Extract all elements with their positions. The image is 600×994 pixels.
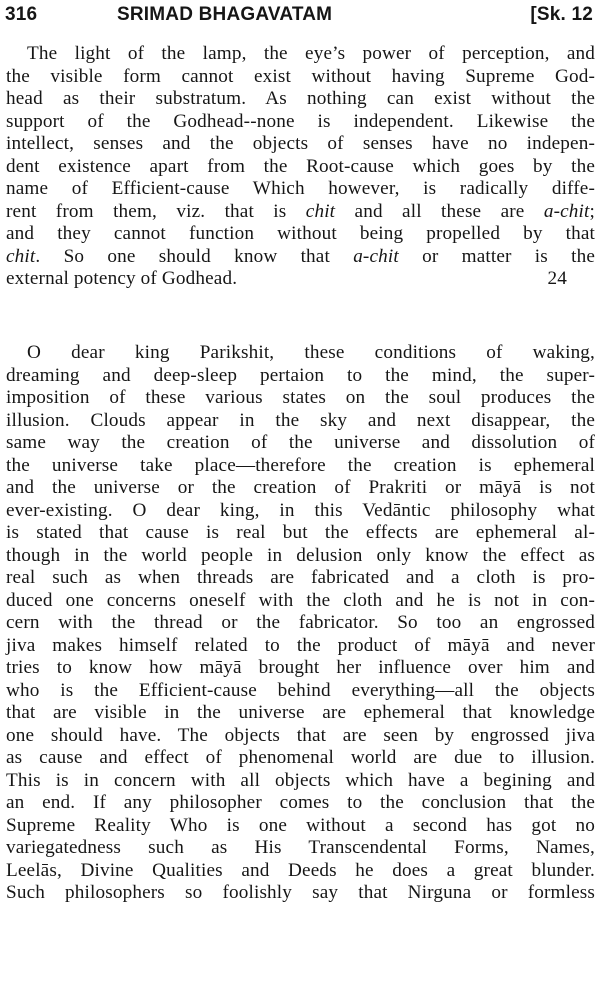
text-line: name of Efficient-cause Which however, is radically diffe- [6,178,595,199]
text-line: the universe take place—therefore the creation is ephemeral [6,454,595,476]
book-title: SRIMAD BHAGAVATAM [117,4,333,25]
text-line: Leelās, Divine Qualities and Deeds he does a great blunder. [6,859,595,881]
paragraph-commentary [6,342,595,905]
text-line: as cause and effect of phenomenal world are due to illusion. [6,747,595,768]
text-line: head as their substratum. As nothing can exist without the [6,88,595,109]
term-chit: chit [6,245,36,267]
term-chit: chit [305,200,336,222]
verse-number: 24 [547,268,567,289]
text-line: imposition of these various states on the soul produces the [6,387,595,408]
text-line: duced one concerns oneself with the cloth and he is not in con- [6,589,595,611]
text-line: the visible form cannot exist without having Supreme God- [6,65,595,87]
text-line: cern with the thread or the fabricator. So too an engrossed [6,612,595,633]
text-line: illusion. Clouds appear in the sky and next disappear, the [6,409,595,431]
text-line: Supreme Reality Who is one without a second has got no [6,814,595,836]
text-line: dent existence apart from the Root-cause which goes by the [6,155,595,177]
text-line: dreaming and deep-sleep pertaion to the mind, the super- [6,364,595,386]
text-line: rent from them, viz. that is chit and all these are a-chit; [6,200,595,222]
text-line: though in the world people in delusion only know the effect as [6,544,595,566]
text-line: This is in concern with all objects which have a begining and [6,769,595,791]
text-line: Such philosophers so foolishly say that Nirguna or formless [6,882,595,903]
text-line: intellect, senses and the objects of senses have no indepen- [6,133,595,154]
text-line: and the universe or the creation of Prakriti or māyā is not [6,477,595,498]
text-line: variegatedness such as His Transcendental Forms, Names, [6,837,595,858]
text-line: who is the Efficient-cause behind everything—all the objects [6,679,595,701]
text-line: that are visible in the universe are ephemeral that knowledge [6,702,595,723]
term-a-chit: a-chit [543,200,590,222]
text-line: same way the creation of the universe and dissolution of [6,432,595,453]
canto-marker: [Sk. 12 [530,4,593,25]
text-line: and they cannot function without being propelled by that [6,223,595,244]
text-line: The light of the lamp, the eye’s power of perception, and [27,43,595,64]
text-line: real such as when threads are fabricated and a cloth is pro- [6,567,595,588]
running-head [5,3,593,27]
page-number: 316 [5,4,38,25]
text-line: one should have. The objects that are seen by engrossed jiva [6,724,595,746]
text-line: support of the Godhead--none is independent. Likewise the [6,110,595,132]
text-line: is stated that cause is real but the effects are ephemeral al- [6,522,595,543]
paragraph-verse-24 [6,43,595,291]
text-line: jiva makes himself related to the product of māyā and never [6,634,595,656]
text-line: external potency of Godhead. [6,268,238,289]
text-line: tries to know how māyā brought her influence over him and [6,657,595,678]
term-a-chit: a-chit [353,245,399,267]
text-line: chit. So one should know that a-chit or matter is the [6,245,595,267]
text-line: O dear king Parikshit, these conditions of waking, [27,342,595,363]
text-line: an end. If any philosopher comes to the conclusion that the [6,792,595,813]
text-line: ever-existing. O dear king, in this Vedāntic philosophy what [6,499,595,521]
